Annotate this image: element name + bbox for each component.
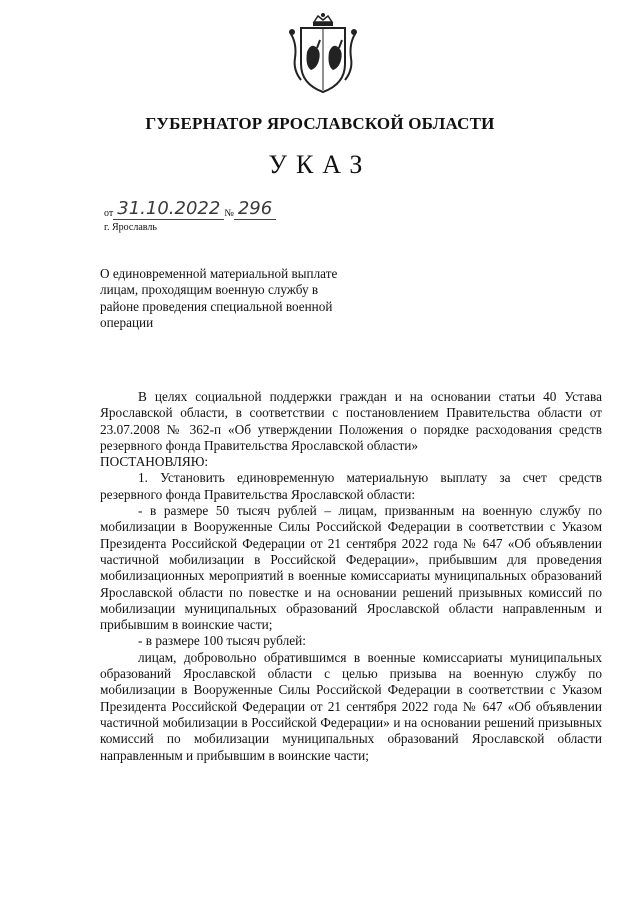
date-and-number xyxy=(104,200,276,221)
yaroslavl-coat-of-arms-icon xyxy=(287,12,359,96)
governor-title: ГУБЕРНАТОР ЯРОСЛАВСКОЙ ОБЛАСТИ xyxy=(145,114,495,133)
date-prefix: от xyxy=(104,208,114,219)
clause-1-item-50k: - в размере 50 тысяч рублей – лицам, призванным на военную службу по мобилизации в Вооруженные Силы Российской Федерации в соответствии с Указом Президента Российской Федерации от 21 сентября 2022 года № 647 «Об объявлении частичной мобилизации в Российской Федерации», прибывшим для проведения мобилизационных мероприятий в военные комиссариаты муниципальных образований Ярославской области по повестке и на основании решений призывных комиссий по мобилизации муниципальных образований Ярославской области направленным и прибывшим в воинские части; xyxy=(100,503,602,633)
city-label: г. Ярославль xyxy=(104,222,157,233)
decree-body xyxy=(100,389,602,764)
document-type-title: УКАЗ xyxy=(268,150,372,179)
preamble-paragraph: В целях социальной поддержки граждан и на основании статьи 40 Устава Ярославской области, в соответствии с постановлением Правительства области от 23.07.2008 № 362-п «Об утверждении Положения о порядке расходования средств резервного фонда Правительства Ярославской области» xyxy=(100,389,602,453)
clause-1-item-100k: - в размере 100 тысяч рублей: xyxy=(138,633,306,649)
decree-keyword: ПОСТАНОВЛЯЮ: xyxy=(100,454,209,470)
clause-1-item-100k-volunteers: лицам, добровольно обратившимся в военные комиссариаты муниципальных образований Ярославской области с целью призыва на военную службу по мобилизации в Вооруженные Силы Российской Федерации в соответствии с Указом Президента Российской Федерации от 21 сентября 2022 года № 647 «Об объявлении частичной мобилизации в Российской Федерации» и на основании решений призывных комиссий по мобилизации муниципальных образований Ярославской области направленным и прибывшим в воинские части; xyxy=(100,649,602,763)
handwritten-number: 296 xyxy=(234,198,276,220)
decree-subject: О единовременной материальной выплате лицам, проходящим военную службу в районе проведения специальной военной операции xyxy=(100,266,338,330)
clause-1: 1. Установить единовременную материальную выплату за счет средств резервного фонда Правительства Ярославской области: xyxy=(100,470,602,502)
handwritten-date: 31.10.2022 xyxy=(113,198,224,220)
number-prefix: № xyxy=(224,208,234,219)
